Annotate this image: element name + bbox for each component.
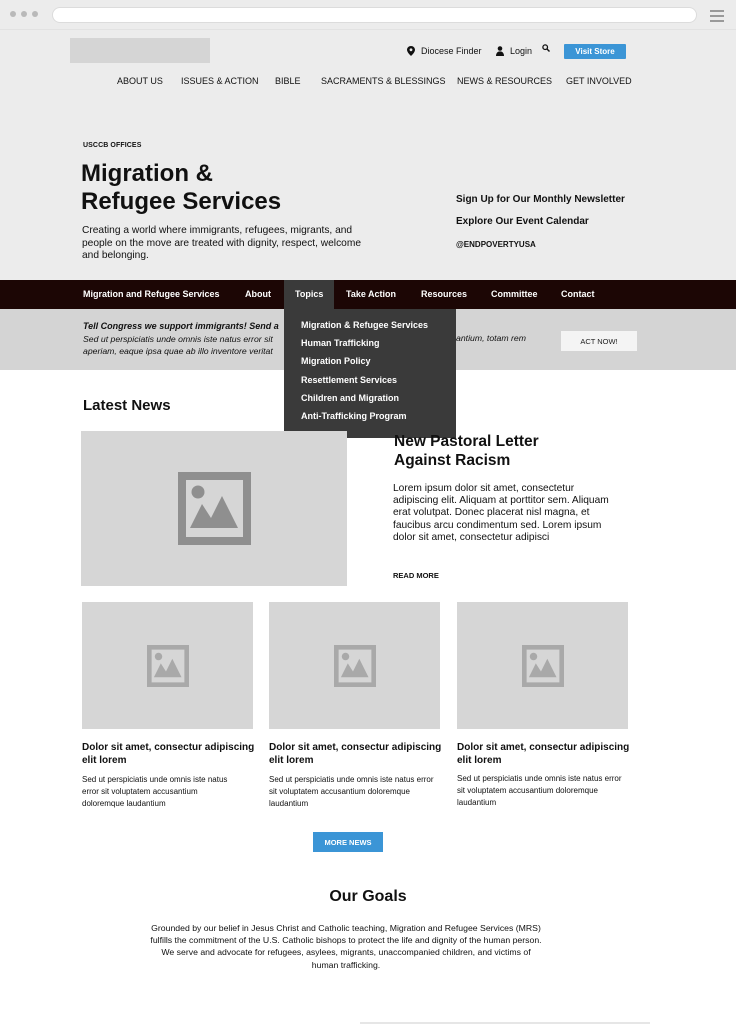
login-label: Login [510, 46, 533, 56]
featured-news-body: Lorem ipsum dolor sit amet, consectetur adipiscing elit. Aliquam at porttitor sem. Aliquam erat volutpat. Donec placerat nisl magna, et faucibus arcu condimentum sed. Lorem ipsum dolor sit amet, consectetur adipisci [393, 483, 609, 543]
dropdown-item-human-trafficking[interactable]: Human Trafficking [301, 338, 380, 349]
page-title-line2: Refugee Services [81, 188, 282, 215]
window-dot[interactable] [32, 11, 38, 17]
newsletter-signup-link[interactable]: Sign Up for Our Monthly Newsletter [456, 194, 625, 205]
search-icon [542, 44, 550, 52]
image-placeholder-icon [522, 645, 564, 687]
site-logo[interactable] [70, 38, 210, 63]
news-card-title[interactable]: Dolor sit amet, consectur adipiscing elit lorem [82, 742, 255, 766]
latest-news-heading: Latest News [83, 397, 171, 414]
goals-heading: Our Goals [329, 888, 407, 905]
window-dot[interactable] [10, 11, 16, 17]
news-card-title[interactable]: Dolor sit amet, consectur adipiscing elit lorem [457, 742, 630, 766]
banner-lead: Tell Congress we support immigrants! Send a [83, 321, 279, 331]
secnav-committee[interactable]: Committee [491, 289, 538, 299]
diocese-finder-link[interactable] [407, 46, 482, 56]
secnav-contact[interactable]: Contact [561, 289, 595, 299]
banner-text-line2: aperiam, eaque ipsa quae ab illo inventore veritat [83, 346, 273, 356]
page-title-line1: Migration & [81, 160, 213, 187]
nav-sacraments-blessings[interactable]: SACRAMENTS & BLESSINGS [321, 76, 446, 86]
news-card-image[interactable] [269, 602, 440, 729]
login-link[interactable] [496, 46, 532, 56]
nav-get-involved[interactable]: GET INVOLVED [566, 76, 632, 86]
browser-chrome [0, 0, 736, 30]
news-card-body: Sed ut perspiciatis unde omnis iste natus error sit voluptatem accusantium doloremque laudantium [457, 774, 622, 807]
featured-news-image[interactable] [81, 431, 347, 586]
goals-body: Grounded by our belief in Jesus Christ and Catholic teaching, Migration and Refugee Services (MRS) fulfills the commitment of the U.S. Catholic bishops to protect the life and dignity of the human person. We serve and advocate for refugees, asylees, migrants, unaccompanied children, and victims of human trafficking. [150, 923, 542, 970]
page-title [81, 160, 341, 216]
secnav-take-action[interactable]: Take Action [346, 289, 397, 299]
section-nav [0, 280, 736, 309]
nav-bible[interactable]: BIBLE [275, 76, 301, 86]
more-news-button[interactable]: MORE NEWS [313, 832, 383, 852]
location-pin-icon [407, 46, 415, 56]
secnav-resources[interactable]: Resources [421, 289, 468, 299]
news-card-body: Sed ut perspiciatis unde omnis iste natus error sit voluptatem accusantium doloremque laudantium [82, 775, 228, 808]
secnav-topics[interactable]: Topics [284, 280, 334, 309]
search-button[interactable] [542, 44, 550, 52]
user-icon [496, 46, 504, 56]
dropdown-item-migration-policy[interactable]: Migration Policy [301, 356, 371, 367]
dropdown-item-migration-refugee-services[interactable]: Migration & Refugee Services [301, 320, 429, 330]
dropdown-item-resettlement-services[interactable]: Resettlement Services [301, 374, 398, 385]
news-card-image[interactable] [457, 602, 628, 729]
dropdown-item-children-migration[interactable]: Children and Migration [301, 392, 399, 403]
nav-news-resources[interactable]: NEWS & RESOURCES [457, 76, 553, 86]
news-card-title[interactable]: Dolor sit amet, consectur adipiscing elit lorem [269, 742, 442, 766]
news-card-body: Sed ut perspiciatis unde omnis iste natus error sit voluptatem accusantium doloremque laudantium [269, 775, 434, 808]
social-hashtag-link[interactable]: @ENDPOVERTYUSA [456, 240, 536, 249]
banner-text-line1: Sed ut perspiciatis unde omnis iste natus error sit [83, 334, 273, 344]
news-card-image[interactable] [82, 602, 253, 729]
visit-store-button[interactable]: Visit Store [564, 44, 626, 59]
event-calendar-link[interactable]: Explore Our Event Calendar [456, 216, 589, 227]
site-header [0, 30, 736, 280]
nav-about-us[interactable]: ABOUT US [117, 76, 163, 86]
window-controls [10, 11, 38, 17]
hero-description: Creating a world where immigrants, refugees, migrants, and people on the move are treated with dignity, respect, welcome and belonging. [82, 225, 361, 261]
image-placeholder-icon [178, 472, 251, 545]
address-bar[interactable] [52, 7, 697, 23]
dropdown-item-anti-trafficking[interactable]: Anti-Trafficking Program [301, 410, 407, 421]
nav-issues-action[interactable]: ISSUES & ACTION [181, 76, 259, 86]
hero-kicker: USCCB OFFICES [83, 142, 142, 149]
act-now-button[interactable]: ACT NOW! [561, 331, 637, 351]
hamburger-menu-icon[interactable] [710, 10, 724, 25]
banner-text-right: antium, totam rem [456, 333, 527, 343]
secnav-migration-refugee-services[interactable]: Migration and Refugee Services [83, 289, 220, 299]
diocese-finder-label: Diocese Finder [421, 46, 482, 56]
featured-news-title[interactable]: New Pastoral Letter Against Racism [394, 433, 539, 469]
read-more-link[interactable]: READ MORE [393, 571, 439, 580]
topics-dropdown-menu [284, 309, 456, 438]
image-placeholder-icon [147, 645, 189, 687]
window-dot[interactable] [21, 11, 27, 17]
secnav-about[interactable]: About [245, 289, 271, 299]
image-placeholder-icon [334, 645, 376, 687]
